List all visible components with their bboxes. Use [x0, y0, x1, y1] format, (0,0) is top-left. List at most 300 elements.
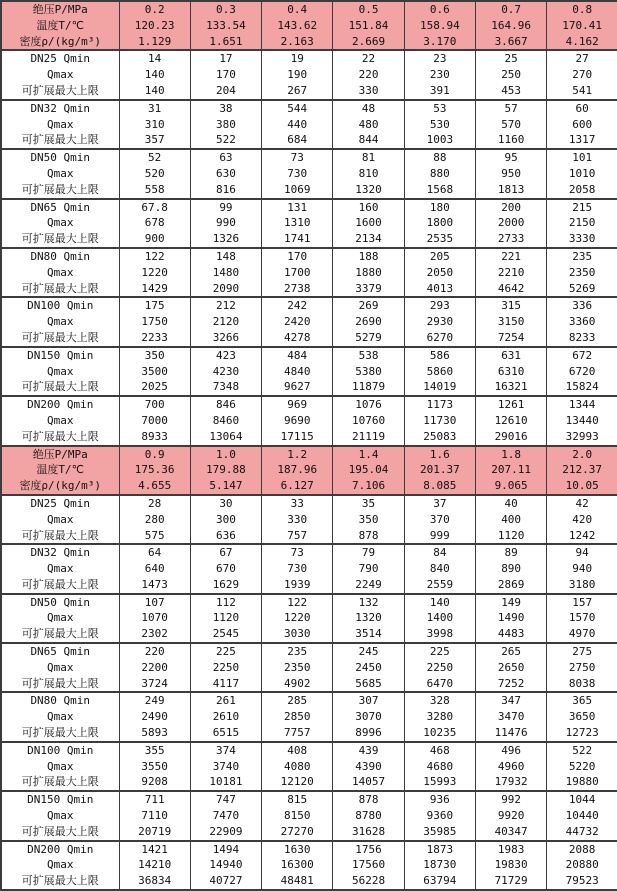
value-cell [262, 347, 333, 396]
expand-max-value: 15824 [565, 380, 599, 394]
expand-max-value: 13064 [209, 429, 243, 443]
expand-max-value: 25083 [423, 429, 457, 443]
value-cell [119, 50, 190, 99]
value-cell [119, 742, 190, 791]
qmax-label: Qmax [47, 117, 74, 131]
qmin-value: 25 [504, 52, 518, 66]
qmax-value: 3150 [497, 315, 525, 329]
qmin-value: 94 [575, 546, 589, 560]
expand-max-value: 20719 [138, 824, 172, 838]
qmin-value: 188 [358, 249, 379, 263]
value-cell [547, 347, 617, 396]
qmin-value: 355 [144, 743, 165, 757]
qmax-value: 3360 [568, 315, 596, 329]
value-cell [547, 50, 617, 99]
qmax-value: 170 [216, 68, 236, 82]
value-cell [262, 149, 333, 198]
qmin-value: 157 [572, 595, 593, 609]
qmax-value: 5860 [426, 364, 454, 378]
qmax-value: 9920 [497, 809, 525, 823]
qmin-value: 439 [358, 743, 379, 757]
qmin-value: 175 [144, 299, 165, 313]
qmin-value: 336 [572, 299, 593, 313]
qmax-value: 640 [144, 562, 165, 576]
temperature-value: 133.54 [206, 18, 246, 32]
pressure-label: 绝压P/MPa [32, 3, 88, 16]
value-cell [119, 446, 190, 495]
qmin-value: 265 [501, 645, 522, 659]
value-cell [262, 791, 333, 840]
steam-table-body [1, 1, 617, 890]
qmax-value: 4960 [497, 759, 525, 773]
expand-max-label: 可扩展最大上限 [21, 676, 99, 690]
expand-max-value: 878 [358, 528, 379, 542]
value-cell [404, 495, 475, 544]
qmin-value: 221 [501, 249, 522, 263]
expand-max-value: 1568 [426, 182, 454, 196]
value-cell [190, 643, 261, 692]
value-cell [404, 199, 475, 248]
value-cell [262, 742, 333, 791]
expand-max-value: 15993 [423, 775, 457, 789]
qmax-value: 16300 [280, 858, 314, 872]
value-cell [547, 396, 617, 445]
expand-max-value: 22909 [209, 824, 243, 838]
pressure-value: 0.2 [144, 3, 165, 16]
value-cell [333, 50, 404, 99]
value-cell [333, 1, 404, 50]
expand-max-value: 35985 [423, 824, 457, 838]
temperature-value: 151.84 [348, 18, 389, 32]
qmax-value: 2450 [355, 660, 382, 674]
qmax-label: Qmax [47, 809, 74, 823]
expand-max-value: 16321 [494, 380, 528, 394]
dn-group-dn200 [1, 841, 617, 890]
qmax-value: 940 [572, 562, 593, 576]
dn-group-dn150 [1, 791, 617, 840]
expand-max-value: 4483 [497, 627, 525, 641]
value-cell [404, 248, 475, 297]
value-cell [119, 396, 190, 445]
qmin-value: 57 [504, 101, 518, 115]
expand-max-value: 14057 [351, 775, 386, 789]
value-cell [333, 199, 404, 248]
dn-group-dn50 [1, 594, 617, 643]
expand-max-value: 2302 [141, 627, 168, 641]
density-value: 10.05 [565, 479, 599, 493]
dn-group-dn65 [1, 643, 617, 692]
qmax-value: 840 [429, 562, 450, 576]
temperature-value: 195.04 [348, 463, 389, 477]
qmin-value: 35 [361, 496, 376, 510]
value-cell [547, 199, 617, 248]
value-cell [333, 396, 404, 445]
qmax-value: 1320 [355, 611, 382, 625]
value-cell [404, 100, 475, 149]
qmax-value: 11730 [423, 413, 457, 427]
qmax-value: 5380 [355, 364, 382, 378]
value-cell [547, 1, 617, 50]
dn-qmin-label: DN80 Qmin [30, 694, 91, 708]
value-cell [119, 199, 190, 248]
qmin-value: 846 [216, 398, 236, 412]
value-cell [119, 1, 190, 50]
qmax-value: 2610 [212, 710, 240, 724]
qmax-value: 280 [144, 512, 165, 526]
qmax-label: Qmax [47, 562, 74, 576]
value-cell [547, 100, 617, 149]
qmax-value: 9360 [426, 809, 454, 823]
value-cell [547, 742, 617, 791]
qmax-value: 1310 [283, 216, 311, 230]
expand-max-value: 29016 [494, 429, 528, 443]
pressure-value: 0.9 [144, 447, 165, 461]
expand-max-value: 204 [216, 83, 236, 97]
expand-max-value: 6515 [212, 726, 240, 740]
qmax-value: 420 [572, 512, 593, 526]
row-label-cell [1, 544, 119, 593]
expand-max-label: 可扩展最大上限 [21, 133, 99, 147]
expand-max-value: 2869 [497, 577, 525, 591]
row-label-cell [1, 446, 119, 495]
expand-max-value: 17932 [494, 775, 528, 789]
qmin-value: 148 [216, 249, 236, 263]
qmax-value: 4230 [212, 364, 240, 378]
qmin-value: 122 [287, 595, 308, 609]
value-cell [475, 248, 546, 297]
qmin-value: 132 [358, 595, 379, 609]
expand-max-value: 8038 [568, 676, 596, 690]
qmin-value: 122 [144, 249, 165, 263]
expand-max-value: 3998 [426, 627, 454, 641]
qmax-value: 14940 [209, 858, 243, 872]
density-value: 4.655 [138, 479, 172, 493]
qmax-value: 6720 [568, 364, 596, 378]
dn-qmin-label: DN25 Qmin [30, 496, 91, 510]
qmin-value: 1044 [568, 793, 596, 807]
qmin-value: 2088 [568, 842, 596, 856]
value-cell [262, 100, 333, 149]
qmax-value: 2200 [141, 660, 168, 674]
expand-max-value: 44732 [565, 824, 599, 838]
qmax-value: 2490 [141, 710, 168, 724]
qmin-value: 815 [287, 793, 308, 807]
qmax-value: 990 [216, 216, 236, 230]
temperature-value: 179.88 [206, 463, 246, 477]
qmin-value: 936 [429, 793, 450, 807]
value-cell [547, 149, 617, 198]
expand-max-value: 844 [358, 133, 379, 147]
pressure-value: 1.8 [501, 447, 522, 461]
density-value: 2.163 [280, 34, 314, 48]
qmax-value: 1120 [212, 611, 240, 625]
density-label: 密度ρ/(kg/m³) [19, 479, 102, 493]
dn-group-dn32 [1, 100, 617, 149]
qmin-value: 220 [144, 645, 165, 659]
qmin-value: 99 [219, 200, 233, 214]
pressure-value: 0.7 [501, 3, 522, 16]
qmax-value: 3500 [141, 364, 168, 378]
value-cell [404, 1, 475, 50]
dn-qmin-label: DN100 Qmin [27, 743, 94, 757]
value-cell [190, 594, 261, 643]
expand-max-value: 391 [429, 83, 450, 97]
qmin-value: 1076 [355, 398, 382, 412]
qmin-value: 81 [361, 151, 376, 165]
pressure-value: 1.0 [216, 447, 236, 461]
expand-max-value: 7348 [212, 380, 240, 394]
temperature-value: 164.96 [491, 18, 531, 32]
expand-max-value: 4902 [283, 676, 311, 690]
expand-max-value: 32993 [565, 429, 599, 443]
qmin-value: 101 [572, 151, 593, 165]
expand-max-label: 可扩展最大上限 [21, 824, 99, 838]
value-cell [333, 149, 404, 198]
qmax-value: 530 [429, 117, 450, 131]
row-label-cell [1, 791, 119, 840]
value-cell [262, 396, 333, 445]
qmin-value: 107 [144, 595, 165, 609]
value-cell [333, 594, 404, 643]
qmax-value: 810 [358, 166, 379, 180]
qmax-value: 4390 [355, 759, 382, 773]
expand-max-label: 可扩展最大上限 [21, 330, 99, 344]
expand-max-value: 11879 [351, 380, 386, 394]
qmax-value: 2420 [283, 315, 311, 329]
qmax-label: Qmax [47, 512, 74, 526]
qmin-value: 631 [501, 348, 522, 362]
qmax-label: Qmax [47, 364, 74, 378]
pressure-value: 0.4 [287, 3, 308, 16]
qmin-value: 1261 [497, 398, 525, 412]
expand-max-value: 14019 [423, 380, 457, 394]
value-cell [119, 643, 190, 692]
expand-max-value: 1317 [568, 133, 596, 147]
dn-qmin-label: DN32 Qmin [30, 546, 91, 560]
qmin-value: 42 [575, 496, 589, 510]
expand-max-value: 453 [501, 83, 522, 97]
value-cell [475, 643, 546, 692]
expand-max-value: 5269 [568, 281, 596, 295]
qmin-value: 347 [501, 694, 522, 708]
expand-max-value: 1242 [568, 528, 596, 542]
qmin-value: 225 [216, 645, 236, 659]
qmin-value: 374 [216, 743, 236, 757]
value-cell [190, 495, 261, 544]
pressure-value: 0.3 [216, 3, 236, 16]
qmax-value: 380 [216, 117, 236, 131]
pressure-header-group [1, 446, 617, 495]
expand-max-value: 6270 [426, 330, 454, 344]
value-cell [262, 50, 333, 99]
qmax-value: 3740 [212, 759, 240, 773]
value-cell [404, 643, 475, 692]
qmin-value: 1173 [426, 398, 454, 412]
qmax-value: 2930 [426, 315, 454, 329]
expand-max-value: 3330 [568, 232, 596, 246]
qmax-value: 4680 [426, 759, 454, 773]
row-label-cell [1, 841, 119, 890]
qmax-value: 9690 [283, 413, 311, 427]
qmin-value: 350 [144, 348, 165, 362]
expand-max-value: 21119 [351, 429, 386, 443]
qmin-value: 242 [287, 299, 308, 313]
value-cell [119, 791, 190, 840]
expand-max-value: 10181 [209, 775, 243, 789]
dn-qmin-label: DN65 Qmin [30, 645, 91, 659]
value-cell [262, 692, 333, 741]
qmax-label: Qmax [47, 858, 74, 872]
temperature-value: 175.36 [134, 463, 175, 477]
value-cell [190, 841, 261, 890]
dn-qmin-label: DN80 Qmin [30, 249, 91, 263]
expand-max-label: 可扩展最大上限 [21, 232, 99, 246]
expand-max-value: 31628 [351, 824, 386, 838]
value-cell [190, 100, 261, 149]
value-cell [475, 841, 546, 890]
expand-max-value: 40347 [494, 824, 528, 838]
dn-group-dn80 [1, 692, 617, 741]
expand-max-value: 575 [144, 528, 165, 542]
qmin-value: 538 [358, 348, 379, 362]
dn-group-dn25 [1, 495, 617, 544]
expand-max-value: 4013 [426, 281, 454, 295]
expand-max-label: 可扩展最大上限 [21, 577, 99, 591]
qmin-value: 140 [429, 595, 450, 609]
value-cell [190, 692, 261, 741]
qmax-value: 2750 [568, 660, 596, 674]
qmax-value: 400 [501, 512, 522, 526]
expand-max-value: 4117 [212, 676, 240, 690]
expand-max-value: 900 [144, 232, 165, 246]
value-cell [119, 692, 190, 741]
qmin-value: 747 [216, 793, 236, 807]
qmax-value: 8780 [355, 809, 382, 823]
qmin-value: 235 [572, 249, 593, 263]
value-cell [262, 544, 333, 593]
expand-max-value: 9627 [283, 380, 311, 394]
expand-max-value: 63794 [423, 874, 457, 888]
expand-max-value: 2058 [568, 182, 596, 196]
value-cell [475, 692, 546, 741]
expand-max-value: 3030 [283, 627, 311, 641]
expand-max-value: 1160 [497, 133, 525, 147]
qmax-value: 3650 [568, 710, 596, 724]
qmax-value: 2350 [283, 660, 311, 674]
value-cell [404, 347, 475, 396]
qmin-value: 365 [572, 694, 593, 708]
qmax-value: 250 [501, 68, 522, 82]
qmax-value: 310 [144, 117, 165, 131]
value-cell [333, 643, 404, 692]
value-cell [475, 396, 546, 445]
qmin-value: 37 [433, 496, 447, 510]
value-cell [119, 841, 190, 890]
qmax-value: 1800 [426, 216, 454, 230]
value-cell [547, 643, 617, 692]
qmax-value: 270 [572, 68, 593, 82]
expand-max-value: 541 [572, 83, 593, 97]
qmax-value: 2650 [497, 660, 525, 674]
qmax-label: Qmax [47, 413, 74, 427]
expand-max-value: 48481 [280, 874, 314, 888]
dn-group-dn25 [1, 50, 617, 99]
qmax-value: 1400 [426, 611, 454, 625]
row-label-cell [1, 50, 119, 99]
dn-qmin-label: DN100 Qmin [27, 299, 94, 313]
expand-max-value: 71729 [494, 874, 528, 888]
qmax-value: 140 [144, 68, 165, 82]
qmin-value: 225 [429, 645, 450, 659]
expand-max-value: 4278 [283, 330, 311, 344]
expand-max-value: 5685 [355, 676, 382, 690]
qmin-value: 73 [290, 151, 304, 165]
density-value: 3.667 [494, 34, 528, 48]
expand-max-label: 可扩展最大上限 [21, 281, 99, 295]
expand-max-value: 357 [144, 133, 165, 147]
qmin-value: 52 [148, 151, 162, 165]
qmax-value: 3470 [497, 710, 525, 724]
expand-max-value: 2249 [355, 577, 382, 591]
density-value: 1.129 [138, 34, 172, 48]
qmin-value: 14 [148, 52, 162, 66]
qmin-value: 27 [575, 52, 589, 66]
qmin-value: 149 [501, 595, 522, 609]
row-label-cell [1, 248, 119, 297]
qmin-value: 496 [501, 743, 522, 757]
qmin-value: 38 [219, 101, 233, 115]
expand-max-value: 1429 [141, 281, 168, 295]
qmin-value: 88 [433, 151, 447, 165]
expand-max-value: 522 [216, 133, 236, 147]
expand-max-value: 8233 [568, 330, 596, 344]
qmax-value: 790 [358, 562, 379, 576]
expand-max-value: 12723 [565, 726, 599, 740]
pressure-value: 0.8 [572, 3, 593, 16]
qmin-value: 160 [358, 200, 379, 214]
qmax-value: 13440 [565, 413, 599, 427]
value-cell [333, 297, 404, 346]
expand-max-value: 17115 [280, 429, 314, 443]
expand-max-label: 可扩展最大上限 [21, 83, 99, 97]
value-cell [190, 544, 261, 593]
expand-max-value: 5279 [355, 330, 382, 344]
expand-max-value: 10235 [423, 726, 457, 740]
value-cell [262, 841, 333, 890]
pressure-value: 2.0 [572, 447, 593, 461]
value-cell [262, 297, 333, 346]
expand-max-value: 1003 [426, 133, 454, 147]
value-cell [262, 643, 333, 692]
qmin-value: 95 [504, 151, 518, 165]
value-cell [475, 791, 546, 840]
value-cell [119, 347, 190, 396]
qmin-value: 28 [148, 496, 162, 510]
temperature-value: 158.94 [419, 18, 460, 32]
expand-max-value: 3266 [212, 330, 240, 344]
dn-group-dn200 [1, 396, 617, 445]
value-cell [333, 100, 404, 149]
value-cell [404, 692, 475, 741]
row-label-cell [1, 594, 119, 643]
value-cell [475, 50, 546, 99]
row-label-cell [1, 149, 119, 198]
qmax-value: 3070 [355, 710, 382, 724]
expand-max-value: 36834 [138, 874, 172, 888]
qmax-value: 17560 [351, 858, 386, 872]
density-value: 7.106 [351, 479, 386, 493]
qmin-value: 586 [429, 348, 450, 362]
